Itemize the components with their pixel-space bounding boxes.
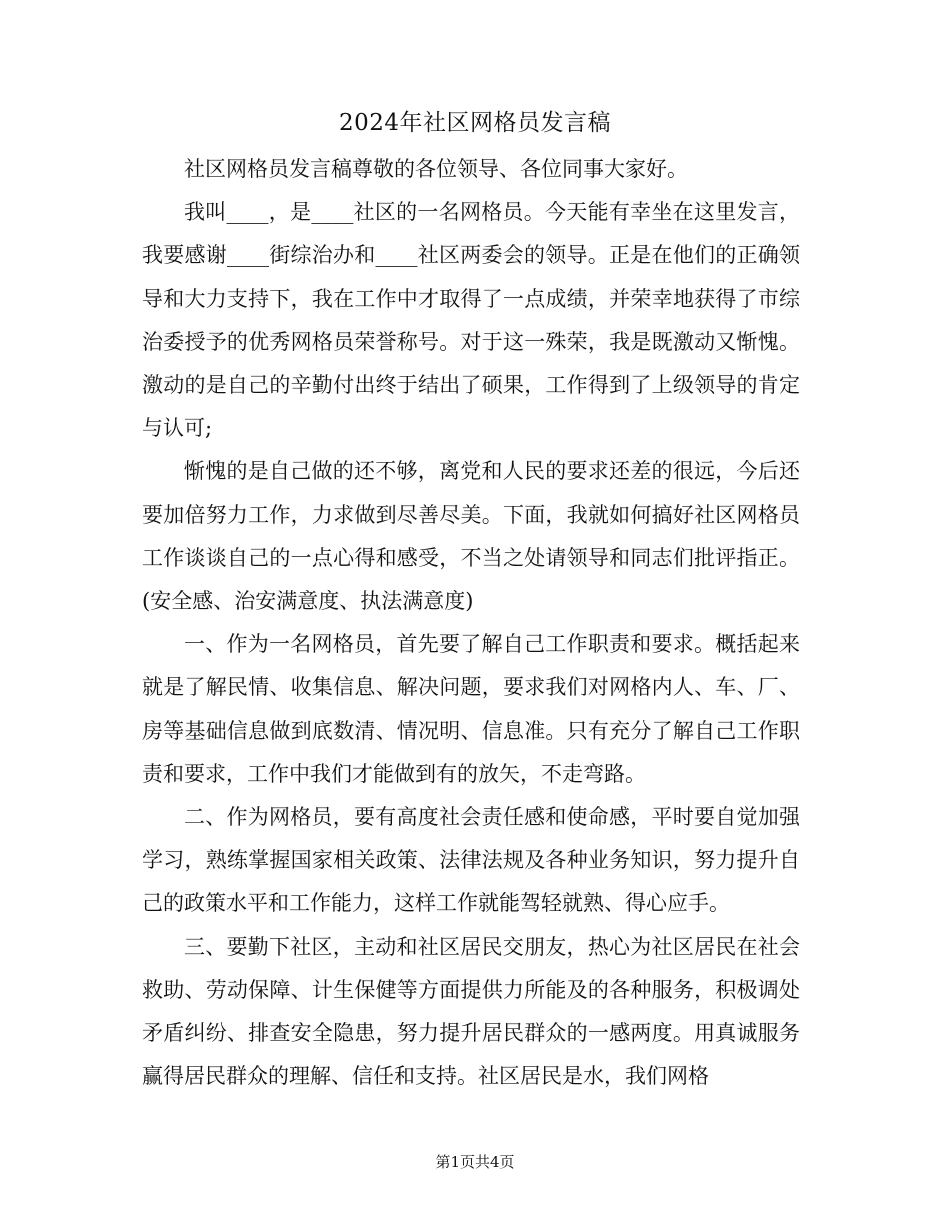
- paragraph-greeting: 社区网格员发言稿尊敬的各位领导、各位同事大家好。: [184, 157, 688, 181]
- page-number-footer: 第1页共4页: [435, 1153, 515, 1171]
- paragraph-point-three: 三、要勤下社区，主动和社区居民交朋友，热心为社区居民在社会救助、劳动保障、计生保健等方面提供力所能及的各种服务，积极调处矛盾纠纷、排查安全隐患，努力提升居民群众的一感两度。用真诚服务赢得居民群众的理解、信任和支持。社区居民是水，我们网格: [142, 934, 800, 1089]
- paragraph-reflection: 惭愧的是自己做的还不够，离党和人民的要求还差的很远，今后还要加倍努力工作，力求做到尽善尽美。下面，我就如何搞好社区网格员工作谈谈自己的一点心得和感受，不当之处请领导和同志们批评指正。(安全感、治安满意度、执法满意度): [142, 459, 800, 614]
- paragraph-point-two: 二、作为网格员，要有高度社会责任感和使命感，平时要自觉加强学习，熟练掌握国家相关政策、法律法规及各种业务知识，努力提升自己的政策水平和工作能力，这样工作就能驾轻就熟、得心应手。: [142, 805, 800, 916]
- document-body: [142, 148, 800, 1098]
- document-title: 2024年社区网格员发言稿: [338, 110, 612, 136]
- paragraph-point-one: 一、作为一名网格员，首先要了解自己工作职责和要求。概括起来就是了解民情、收集信息、解决问题，要求我们对网格内人、车、厂、房等基础信息做到底数清、情况明、信息准。只有充分了解自己工作职责和要求，工作中我们才能做到有的放矢，不走弯路。: [142, 632, 800, 786]
- paragraph-introduction: 我叫____，是____社区的一名网格员。今天能有幸坐在这里发言，我要感谢____街综治办和____社区两委会的领导。正是在他们的正确领导和大力支持下，我在工作中才取得了一点成绩，并荣幸地获得了市综治委授予的优秀网格员荣誉称号。对于这一殊荣，我是既激动又惭愧。激动的是自己的辛勤付出终于结出了硕果，工作得到了上级领导的肯定与认可;: [142, 200, 800, 441]
